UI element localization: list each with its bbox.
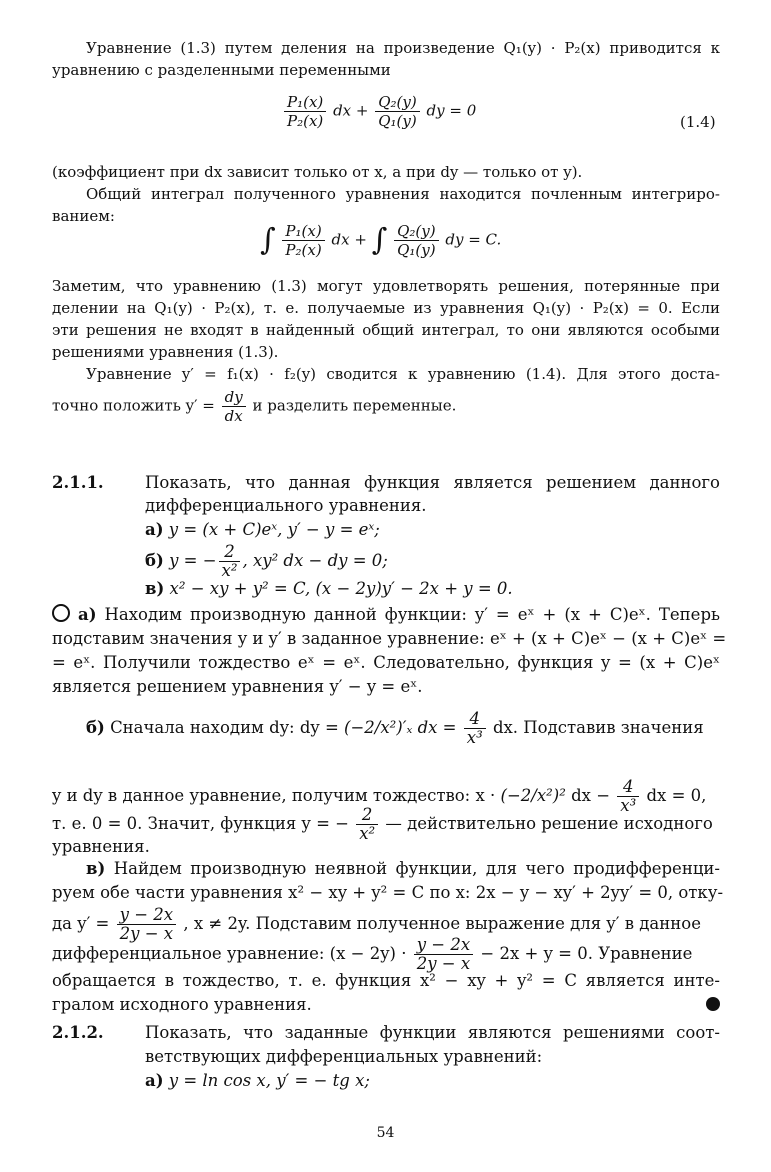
task-item-b: б) y = − $\frac{2}{\text{x²}}$ , xy² dx − dy = 0; — [145, 542, 388, 580]
solution-line: да y′ = $\frac{y - 2x}{2y - x}$ , x ≠ 2y. Подставим полученное выражение для y′ в данное — [52, 905, 701, 943]
solution-line: гралом исходного уравнения. — [52, 995, 312, 1014]
intro-line: решениями уравнения (1.3). — [52, 343, 279, 361]
intro-line: эти решения не входят в найденный общий интеграл, то они являются особыми — [52, 321, 720, 339]
task-item-a: а) y = (x + C)eˣ, y′ − y = eˣ; — [145, 520, 380, 539]
solution-line: дифференциальное уравнение: (x − 2y) · $\frac{y - 2x}{2y - x}$ − 2x + y = 0. Уравнение — [52, 935, 693, 973]
task-number: 2.1.1. — [52, 473, 104, 492]
task-text: ветствующих дифференциальных уравнений: — [145, 1047, 543, 1066]
task-number: 2.1.2. — [52, 1023, 104, 1042]
intro-line: Уравнение (1.3) путем деления на произведение Q₁(y) · P₂(x) приводится к — [86, 39, 720, 57]
solution-b: б) Сначала находим dy: dy = (−2/x²)′ₓ dx = $\frac{4}{\text{x³}}$ dx. Подставив значения — [86, 709, 704, 747]
task-text: дифференциального уравнения. — [145, 496, 427, 515]
page-number: 54 — [376, 1125, 395, 1141]
solution-line: является решением уравнения y′ − y = eˣ. — [52, 677, 423, 696]
equation-number: (1.4) — [680, 113, 716, 131]
equation-1-4: $\frac{\text{P₁(x)}}{\text{P₂(x)}}$ dx + $\frac{\text{Q₂(y)}}{\text{Q₁(y)}}$ dy = 0 — [282, 93, 476, 130]
solution-line: руем обе части уравнения x² − xy + y² = C по x: 2x − y − xy′ + 2yy′ = 0, отку- — [52, 883, 724, 902]
intro-line: Заметим, что уравнению (1.3) могут удовлетворять решения, потерянные при — [52, 277, 720, 295]
intro-line: Уравнение y′ = f₁(x) · f₂(y) сводится к уравнению (1.4). Для этого доста- — [86, 365, 720, 383]
solution-line: = eˣ. Получили тождество eˣ = eˣ. Следовательно, функция y = (x + C)eˣ — [52, 653, 720, 672]
task-text: Показать, что заданные функции являются решениями соот- — [145, 1023, 720, 1042]
intro-line: уравнению с разделенными переменными — [52, 61, 391, 79]
intro-line: (коэффициент при dx зависит только от x, а при dy — только от y). — [52, 163, 583, 181]
solution-line: обращается в тождество, т. е. функция x² − xy + y² = C является инте- — [52, 971, 720, 990]
solution-start-icon — [52, 604, 70, 622]
task-item-a: а) y = ln cos x, y′ = − tg x; — [145, 1071, 370, 1090]
solution-line: подставим значения y и y′ в заданное уравнение: eˣ + (x + C)eˣ − (x + C)eˣ = — [52, 629, 727, 648]
task-item-c: в) x² − xy + y² = C, (x − 2y)y′ − 2x + y = 0. — [145, 579, 513, 598]
solution-line: т. е. 0 = 0. Значит, функция y = − $\frac{2}{\text{x²}}$ — действительно решение исходного — [52, 805, 713, 843]
solution-end-icon — [706, 997, 720, 1011]
solution-a: а) Находим производную данной функции: y′ = eˣ + (x + C)eˣ. Теперь — [52, 604, 720, 626]
general-integral-equation: ∫ $\frac{\text{P₁(x)}}{\text{P₂(x)}}$ dx + ∫ $\frac{\text{Q₂(y)}}{\text{Q₁(y)}}$ dy = C. — [260, 222, 502, 259]
task-text: Показать, что данная функция является решением данного — [145, 473, 720, 492]
solution-line: y и dy в данное уравнение, получим тождество: x · (−2/x²)² dx − $\frac{4}{\text{x³}}$ dx = 0, — [52, 777, 707, 815]
intro-line: Общий интеграл полученного уравнения находится почленным интегриро- — [86, 185, 720, 203]
solution-c: в) Найдем производную неявной функции, для чего продифференци- — [86, 859, 720, 878]
solution-line: уравнения. — [52, 837, 150, 856]
intro-line: точно положить y′ = $\frac{dy}{dx}$ и разделить переменные. — [52, 388, 457, 425]
intro-line: ванием: — [52, 207, 115, 225]
intro-line: делении на Q₁(y) · P₂(x), т. е. получаемые из уравнения Q₁(y) · P₂(x) = 0. Если — [52, 299, 720, 317]
